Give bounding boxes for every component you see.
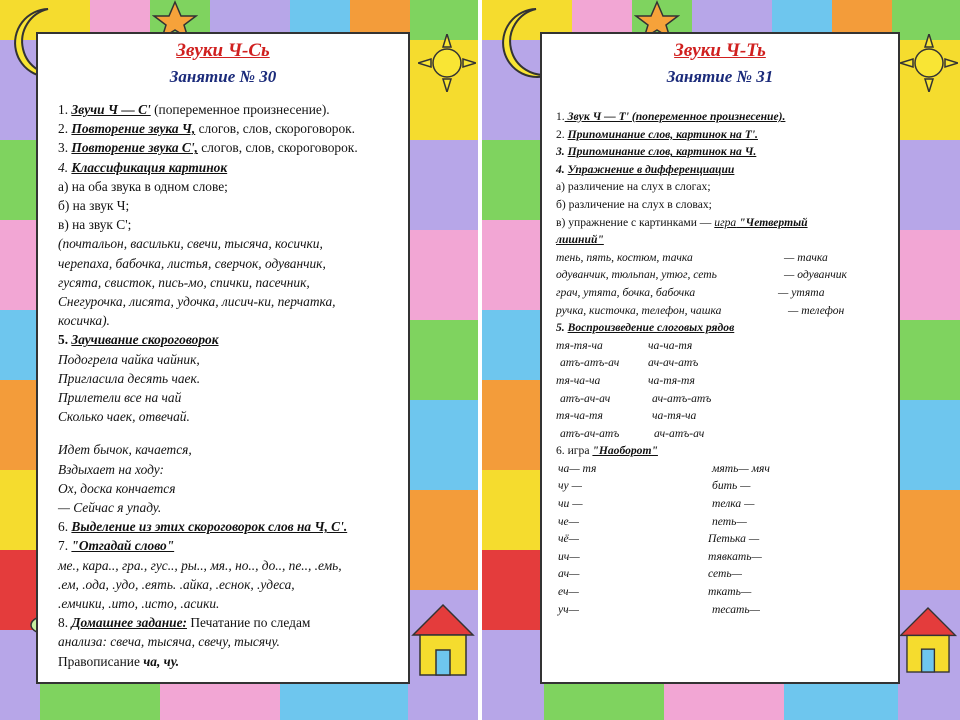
- sub-item: б) на звук Ч;: [58, 198, 130, 214]
- lesson-number: Занятие № 30: [169, 67, 277, 86]
- reverse-row: чё— Петька —: [558, 532, 760, 546]
- reverse-row: че— петь—: [558, 514, 747, 528]
- odd-one-out-row: ручка, кисточка, телефон, чашка — телефон: [556, 303, 845, 317]
- tongue-twister-line: — Сейчас я упаду.: [58, 500, 162, 516]
- right-text-panel: [542, 34, 898, 682]
- list-item: 1. Звучи Ч — С' (попеременное произнесение).: [58, 102, 330, 117]
- syllable-row: атъ-ач-ач ач-атъ-атъ: [560, 391, 712, 405]
- reverse-row: чу — бить —: [558, 479, 751, 493]
- page-title: Звуки Ч-Ть: [674, 40, 766, 61]
- list-item: 3. Повторение звука С', слогов, слов, скороговорок.: [58, 140, 358, 156]
- list-item: 3. Припоминание слов, картинок на Ч.: [556, 145, 757, 159]
- word-list: Снегурочка, лисята, удочка, лисич-ки, перчатка,: [58, 294, 336, 310]
- syllable-row: тя-тя-ча ча-ча-тя: [556, 338, 693, 352]
- sun-icon: [418, 34, 476, 92]
- word-list: гусята, свисток, пись-мо, спички, пасечник,: [58, 274, 310, 290]
- list-item: 5. Заучивание скороговорок: [58, 332, 219, 348]
- tongue-twister-line: Вздыхает на ходу:: [58, 461, 164, 477]
- tongue-twister-line: Идет бычок, качается,: [58, 442, 192, 458]
- syllable-row: атъ-атъ-ач ач-ач-атъ: [560, 356, 699, 370]
- reverse-row: уч— тесать—: [558, 602, 760, 616]
- guess-word-line: .емчики, .ито, .исто, .асики.: [58, 596, 220, 612]
- reverse-row: еч— ткать—: [558, 585, 752, 599]
- tongue-twister-line: Ох, доска кончается: [58, 480, 176, 496]
- tongue-twister-line: Прилетели все на чай: [58, 390, 182, 406]
- left-page: [0, 0, 478, 720]
- syllable-row: тя-ча-тя ча-тя-ча: [556, 409, 697, 423]
- left-text-panel: [38, 34, 408, 682]
- sub-item: а) на оба звука в одном слове;: [58, 178, 228, 194]
- homework-line: Правописание ча, чу.: [58, 653, 180, 669]
- list-item: 1. Звук Ч — Т' (попеременное произнесение).: [556, 110, 786, 123]
- list-item: 4. Классификация картинок: [58, 159, 228, 175]
- list-item: 2. Повторение звука Ч, слогов, слов, скороговорок.: [58, 121, 356, 137]
- list-item: 4. Упражнение в дифференциации: [556, 162, 735, 176]
- list-item: 6. Выделение из этих скороговорок слов на Ч, С'.: [58, 519, 348, 535]
- list-item: 7. "Отгадай слово": [58, 538, 175, 554]
- house-icon: [408, 600, 478, 680]
- lesson-content: [58, 100, 400, 671]
- sub-item: в) на звук С';: [58, 217, 132, 233]
- right-page: [482, 0, 960, 720]
- list-item: 2. Припоминание слов, картинок на Т'.: [556, 127, 758, 141]
- lesson-number: Занятие № 31: [666, 67, 774, 86]
- word-list: (почтальон, васильки, свечи, тысяча, косички,: [58, 236, 323, 252]
- guess-word-line: .ем, .ода, .удо, .еять. .айка, .еснок, .удеса,: [58, 576, 295, 592]
- house-icon: [896, 600, 960, 680]
- sub-item: а) различение на слух в слогах;: [556, 180, 711, 194]
- guess-word-line: ме., кара.., гра., гус.., ры.., мя., но.., до.., пе.., .емь,: [58, 557, 342, 573]
- sub-item: лишний": [556, 233, 604, 247]
- page-title: Звуки Ч-Сь: [176, 40, 270, 61]
- odd-one-out-row: тень, пять, костюм, тачка — тачка: [556, 250, 828, 264]
- word-list: черепаха, бабочка, листья, сверчок, одуванчик,: [58, 255, 326, 271]
- sub-item: в) упражнение с картинками — игра "Четвертый: [556, 215, 808, 229]
- tongue-twister-line: Сколько чаек, отвечай.: [58, 409, 190, 425]
- syllable-row: тя-ча-ча ча-тя-тя: [556, 373, 695, 387]
- list-item: 8. Домашнее задание: Печатание по следам: [58, 615, 311, 631]
- list-item: 6. игра "Наоборот": [556, 444, 658, 458]
- lesson-content: [556, 108, 890, 618]
- sub-item: б) различение на слух в словах;: [556, 197, 712, 211]
- homework-line: анализа: свеча, тысяча, свечу, тысячу.: [58, 634, 280, 650]
- word-list: косичка).: [58, 313, 110, 329]
- reverse-row: ча— тя мять— мяч: [558, 461, 770, 475]
- list-item: 5. Воспроизведение слоговых рядов: [556, 321, 735, 335]
- tongue-twister-line: Подогрела чайка чайник,: [58, 351, 200, 367]
- reverse-row: чи — телка —: [558, 497, 755, 511]
- odd-one-out-row: грач, утята, бочка, бабочка — утята: [556, 285, 825, 299]
- syllable-row: атъ-ач-атъ ач-атъ-ач: [560, 426, 705, 440]
- sun-icon: [900, 34, 958, 92]
- reverse-row: ач— сеть—: [558, 567, 742, 581]
- tongue-twister-line: Пригласила десять чаек.: [58, 370, 201, 386]
- reverse-row: ич— тявкать—: [558, 549, 762, 563]
- odd-one-out-row: одуванчик, тюльпан, утюг, сеть — одуванчик: [556, 268, 847, 282]
